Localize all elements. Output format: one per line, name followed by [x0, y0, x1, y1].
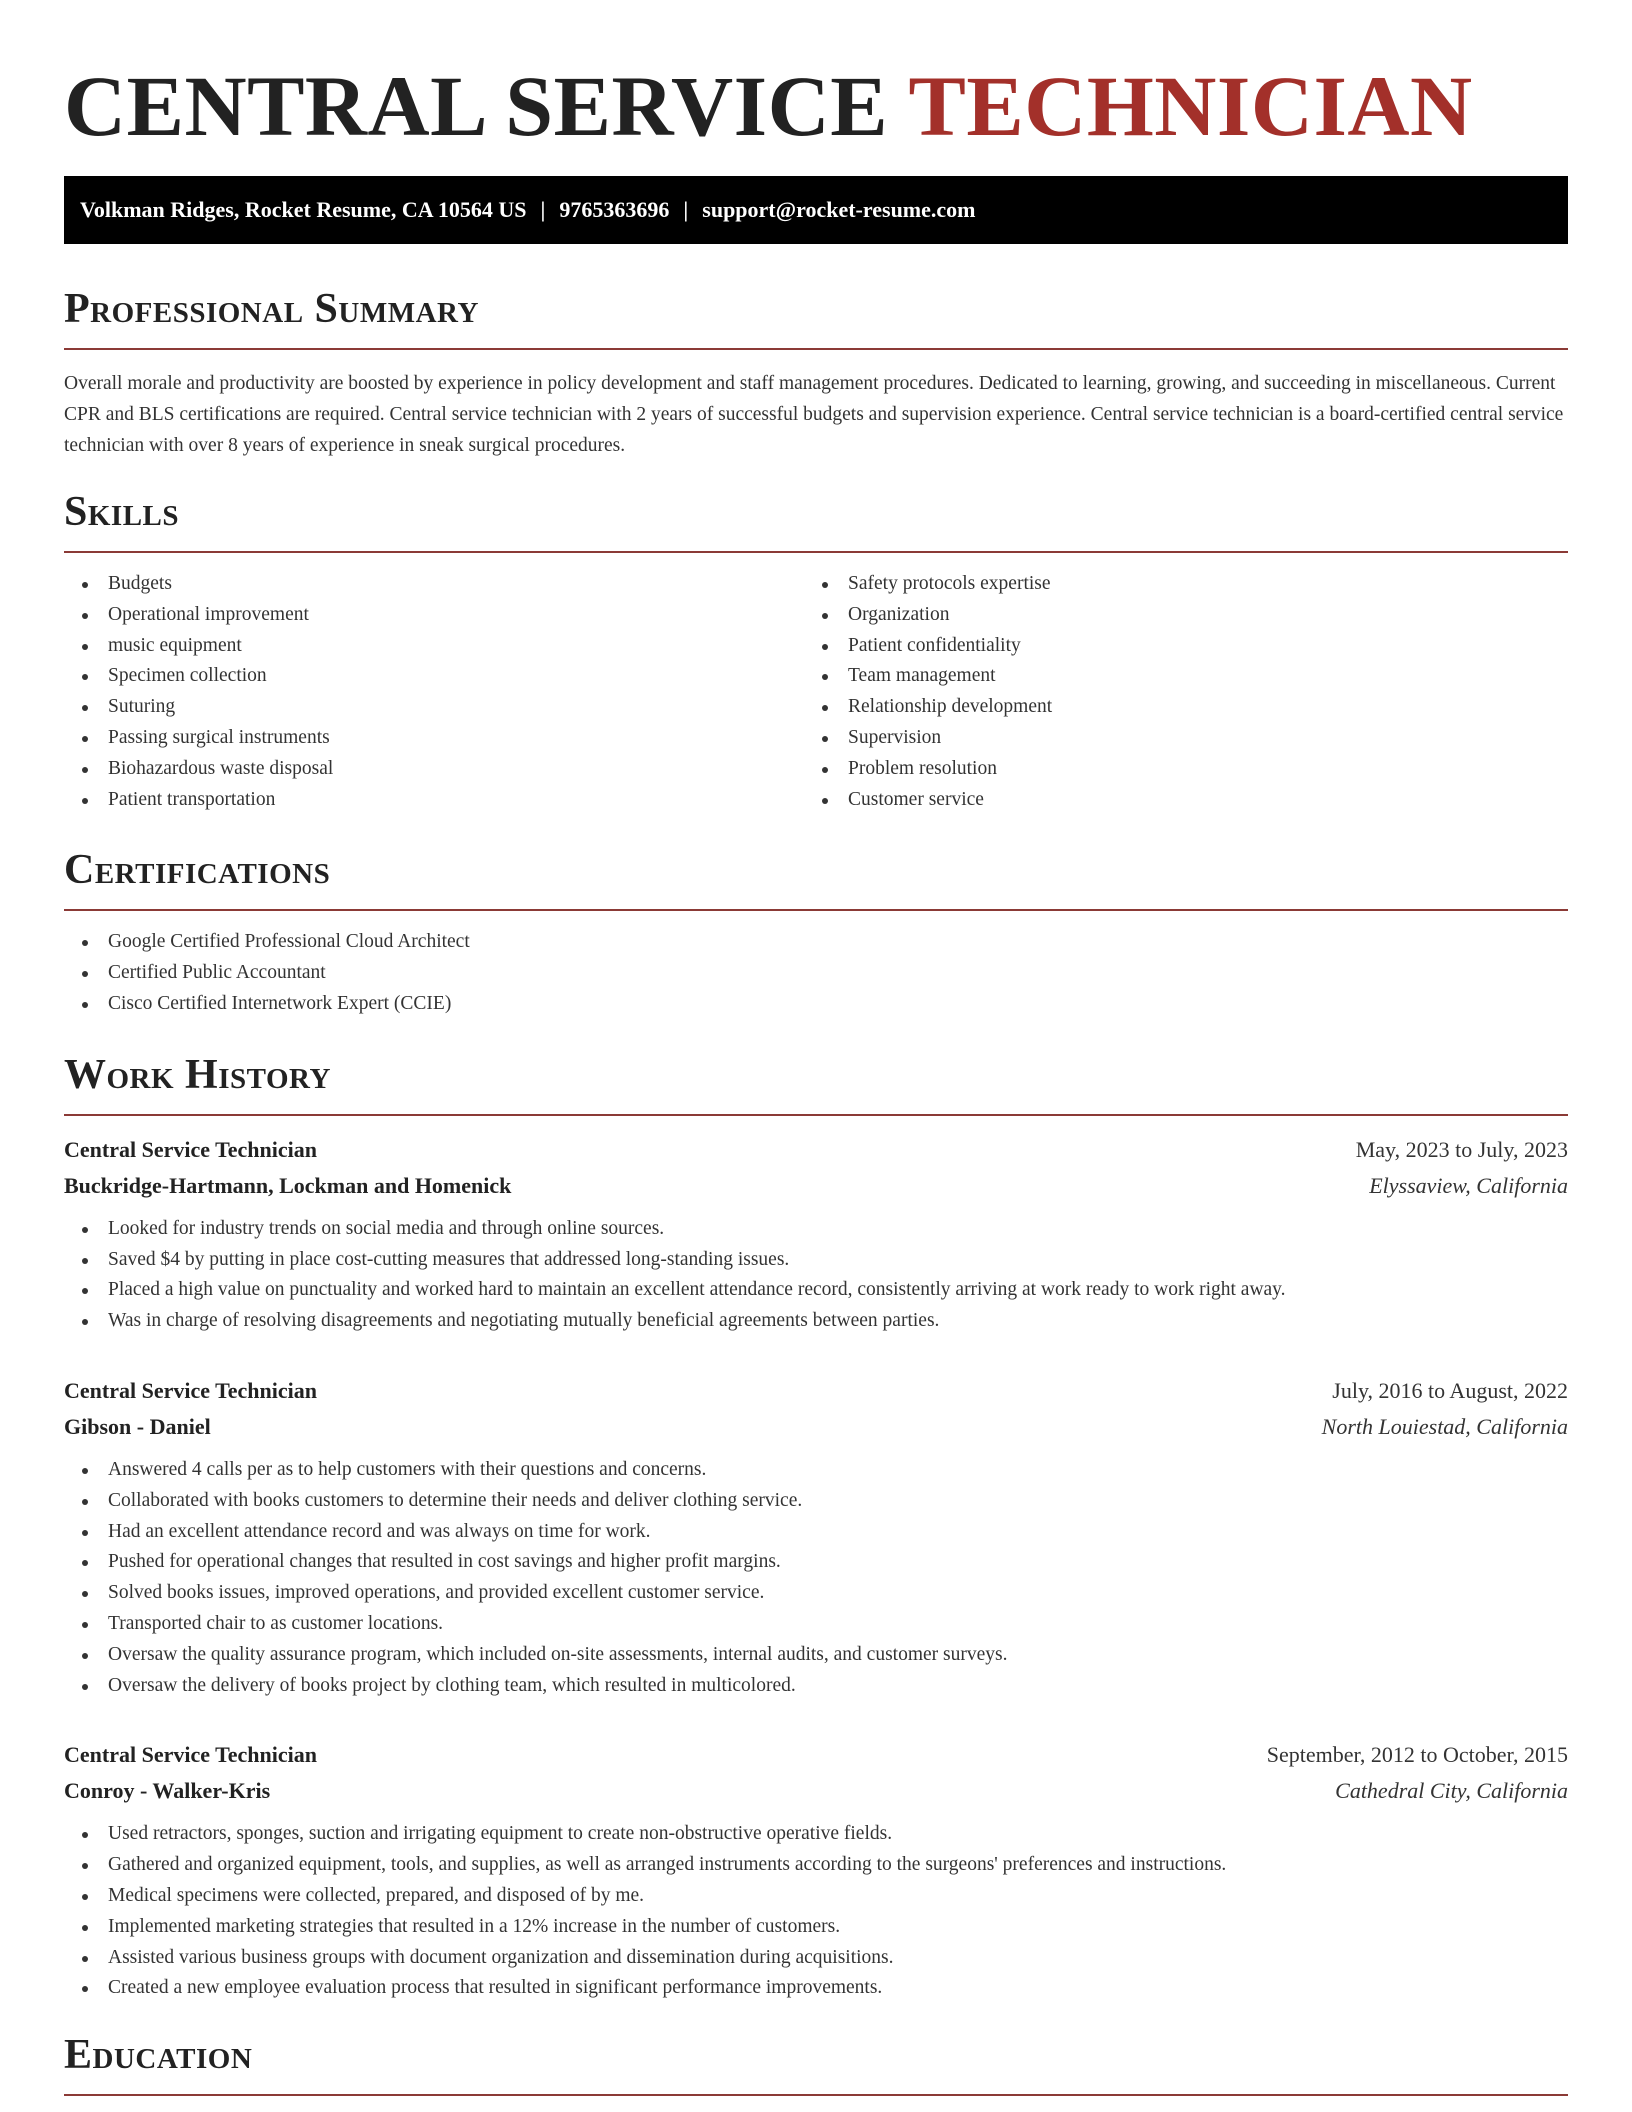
section-title-work-history: Work History: [64, 1051, 331, 1098]
contact-phone: 9765363696: [559, 197, 670, 222]
job-dates: September, 2012 to October, 2015: [1266, 1742, 1568, 1768]
job-bullet: Had an excellent attendance record and was always on time for work.: [64, 1517, 1568, 1548]
job-bullet: Was in charge of resolving disagreements and negotiating mutually beneficial agreements between parties.: [64, 1306, 1568, 1337]
skill-item: Passing surgical instruments: [64, 723, 804, 754]
job-dates: May, 2023 to July, 2023: [1355, 1136, 1568, 1162]
skill-item: Patient confidentiality: [804, 631, 1544, 662]
skill-item: Operational improvement: [64, 600, 804, 631]
job-entry: [64, 1132, 1568, 1337]
contact-bar: [64, 176, 1568, 244]
contact-separator: |: [540, 197, 546, 222]
job-title: Central Service Technician: [64, 1136, 317, 1162]
job-bullets: [64, 1819, 1568, 2004]
skill-item: Patient transportation: [64, 785, 804, 816]
certifications-section: [64, 845, 1568, 1019]
skill-item: Suturing: [64, 692, 804, 723]
skill-item: Supervision: [804, 723, 1544, 754]
job-bullet: Pushed for operational changes that resulted in cost savings and higher profit margins.: [64, 1547, 1568, 1578]
section-title-certifications: Certifications: [64, 847, 331, 894]
section-title-education: Education: [64, 2032, 253, 2079]
job-location: Elyssaview, California: [1369, 1172, 1568, 1198]
job-bullet: Used retractors, sponges, suction and irrigating equipment to create non-obstructive operative fields.: [64, 1819, 1568, 1850]
section-title-skills: Skills: [64, 489, 180, 535]
section-title-summary: Professional Summary: [64, 286, 479, 332]
job-company: Gibson - Daniel: [64, 1413, 211, 1439]
job-bullet: Looked for industry trends on social media and through online sources.: [64, 1214, 1568, 1245]
job-header-row: [64, 1373, 1568, 1409]
summary-text: Overall morale and productivity are boosted by experience in policy development and staff management procedures. Dedicated to learning, growing, and succeeding in miscellaneous. Current CPR and BLS certifications are required. Central service technician with 2 years of successful budgets and supervision experience. Central service technician is a board-certified central service technician with over 8 years of experience in sneak surgical procedures.: [64, 373, 1564, 456]
skill-item: music equipment: [64, 631, 804, 662]
job-bullet: Solved books issues, improved operations, and provided excellent customer service.: [64, 1578, 1568, 1609]
job-bullet: Saved $4 by putting in place cost-cutting measures that addressed long-standing issues.: [64, 1245, 1568, 1276]
skill-item: Specimen collection: [64, 661, 804, 692]
section-divider: [64, 1114, 1568, 1116]
job-title: Central Service Technician: [64, 1742, 317, 1768]
work-history-section: [64, 1050, 1568, 2004]
job-bullet: Oversaw the delivery of books project by clothing team, which resulted in multicolored.: [64, 1671, 1568, 1702]
job-bullet: Transported chair to as customer locations.: [64, 1609, 1568, 1640]
job-entry: [64, 1737, 1568, 2004]
name-part-1: CENTRAL SERVICE: [64, 58, 889, 154]
summary-section: [64, 284, 1568, 461]
job-bullets: [64, 1214, 1568, 1337]
job-dates: July, 2016 to August, 2022: [1332, 1377, 1568, 1403]
resume-name: [64, 0, 1568, 156]
certification-item: Google Certified Professional Cloud Architect: [64, 927, 1568, 958]
certification-item: Certified Public Accountant: [64, 958, 1568, 989]
contact-email[interactable]: support@rocket-resume.com: [702, 197, 976, 222]
skill-item: Team management: [804, 661, 1544, 692]
job-header-row: [64, 1132, 1568, 1168]
skills-list-right: [804, 569, 1544, 815]
skill-item: Relationship development: [804, 692, 1544, 723]
skills-columns: [64, 569, 1568, 815]
job-title: Central Service Technician: [64, 1377, 317, 1403]
skill-item: Biohazardous waste disposal: [64, 754, 804, 785]
education-section: [64, 2030, 1568, 2096]
job-location: Cathedral City, California: [1335, 1778, 1568, 1804]
job-bullet: Oversaw the quality assurance program, which included on-site assessments, internal audits, and customer surveys.: [64, 1640, 1568, 1671]
skill-item: Safety protocols expertise: [804, 569, 1544, 600]
section-divider: [64, 909, 1568, 911]
job-bullet: Collaborated with books customers to determine their needs and deliver clothing service.: [64, 1486, 1568, 1517]
job-location: North Louiestad, California: [1321, 1413, 1568, 1439]
certification-item: Cisco Certified Internetwork Expert (CCIE): [64, 989, 1568, 1020]
job-bullet: Assisted various business groups with document organization and dissemination during acquisitions.: [64, 1943, 1568, 1974]
job-bullet: Medical specimens were collected, prepared, and disposed of by me.: [64, 1881, 1568, 1912]
skills-section: [64, 487, 1568, 815]
job-bullets: [64, 1455, 1568, 1701]
name-part-2: TECHNICIAN: [908, 58, 1473, 154]
job-bullet: Created a new employee evaluation process that resulted in significant performance improvements.: [64, 1973, 1568, 2004]
contact-address: Volkman Ridges, Rocket Resume, CA 10564 US: [80, 197, 527, 222]
job-bullet: Implemented marketing strategies that resulted in a 12% increase in the number of customers.: [64, 1912, 1568, 1943]
contact-separator: |: [683, 197, 689, 222]
job-company: Conroy - Walker-Kris: [64, 1778, 271, 1804]
skill-item: Problem resolution: [804, 754, 1544, 785]
section-divider: [64, 2094, 1568, 2096]
job-entry: [64, 1373, 1568, 1701]
skills-list-left: [64, 569, 804, 815]
skill-item: Organization: [804, 600, 1544, 631]
job-bullet: Gathered and organized equipment, tools, and supplies, as well as arranged instruments according to the surgeons' preferences and instructions.: [64, 1850, 1568, 1881]
section-divider: [64, 348, 1568, 350]
job-header-row: [64, 1737, 1568, 1773]
section-divider: [64, 551, 1568, 553]
job-company-row: [64, 1773, 1568, 1809]
job-bullet: Answered 4 calls per as to help customers with their questions and concerns.: [64, 1455, 1568, 1486]
job-company: Buckridge-Hartmann, Lockman and Homenick: [64, 1172, 512, 1198]
skill-item: Customer service: [804, 785, 1544, 816]
job-company-row: [64, 1168, 1568, 1204]
skill-item: Budgets: [64, 569, 804, 600]
job-bullet: Placed a high value on punctuality and worked hard to maintain an excellent attendance record, consistently arriving at work ready to work right away.: [64, 1275, 1568, 1306]
certifications-list: [64, 927, 1568, 1019]
job-company-row: [64, 1409, 1568, 1445]
